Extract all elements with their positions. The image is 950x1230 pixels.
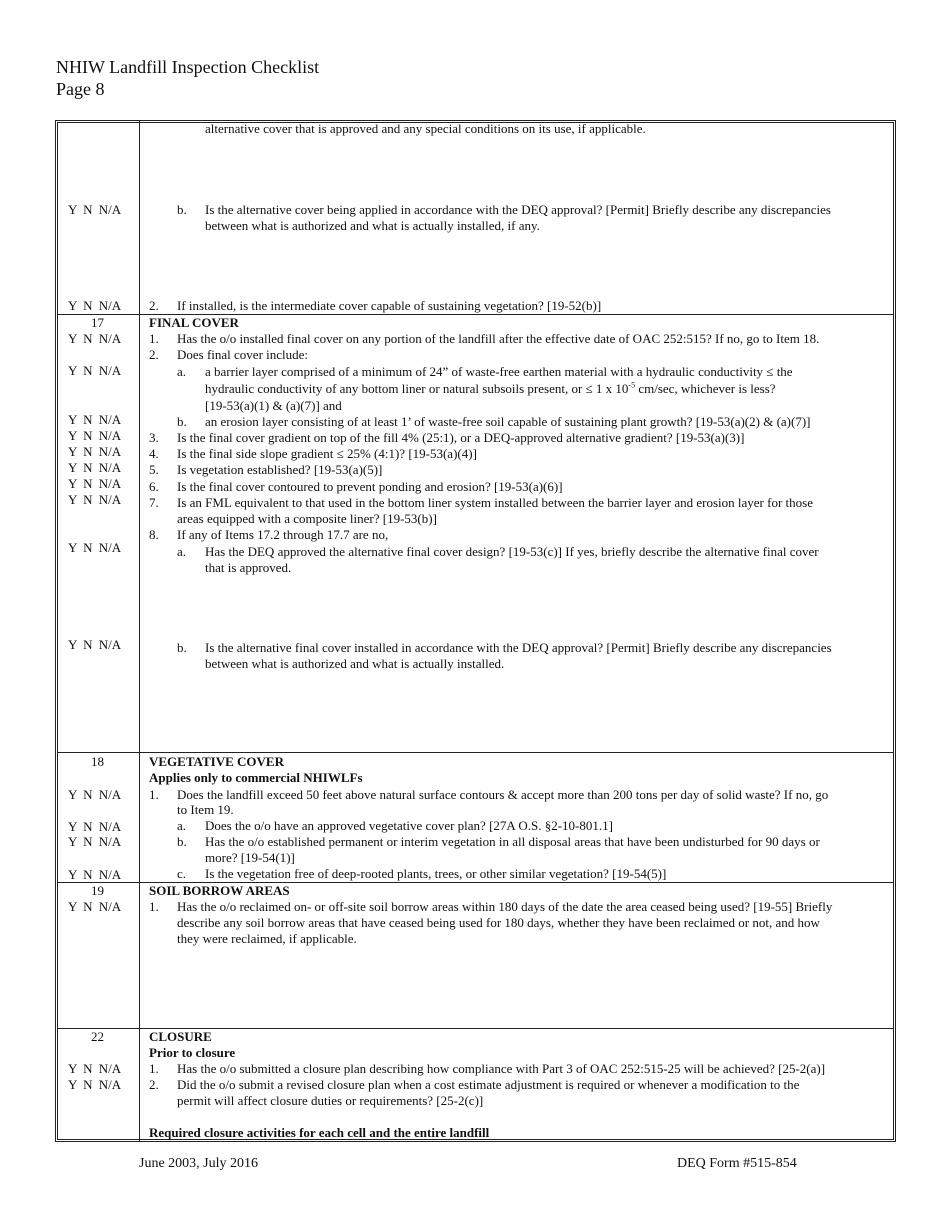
section-heading: VEGETATIVE COVER bbox=[149, 754, 284, 769]
item-text: Is the final cover contoured to prevent ponding and erosion? [19-53(a)(6)] bbox=[177, 479, 563, 494]
item-marker: 1. bbox=[149, 787, 159, 802]
yn-checkbox[interactable]: Y N N/A bbox=[68, 444, 122, 459]
item-text: that is approved. bbox=[205, 560, 292, 575]
item-text: Does the landfill exceed 50 feet above natural surface contours & accept more than 200 tons per day of solid waste? If no, go bbox=[177, 787, 829, 802]
item-marker: 3. bbox=[149, 430, 159, 445]
section-heading: CLOSURE bbox=[149, 1029, 212, 1044]
yn-checkbox[interactable]: Y N N/A bbox=[68, 460, 122, 475]
yn-checkbox[interactable]: Y N N/A bbox=[68, 331, 122, 346]
yn-checkbox[interactable]: Y N N/A bbox=[68, 298, 122, 313]
item-text: Is the final cover gradient on top of the fill 4% (25:1), or a DEQ-approved alternative gradient? [19-53(a)(3)] bbox=[177, 430, 745, 445]
item-text: Does final cover include: bbox=[177, 347, 309, 362]
item-marker: 4. bbox=[149, 446, 159, 461]
section-number: 17 bbox=[91, 315, 104, 330]
item-marker: 8. bbox=[149, 527, 159, 542]
item-text: If installed, is the intermediate cover capable of sustaining vegetation? [19-52(b)] bbox=[177, 298, 602, 313]
yn-checkbox[interactable]: Y N N/A bbox=[68, 834, 122, 849]
item-text: describe any soil borrow areas that have ceased being used for 180 days, whether they have been reclaimed or not, and how bbox=[177, 915, 820, 930]
yn-checkbox[interactable]: Y N N/A bbox=[68, 412, 122, 427]
item-text: they were reclaimed, if applicable. bbox=[177, 931, 357, 946]
item-marker: a. bbox=[177, 818, 187, 833]
item-text: to Item 19. bbox=[177, 802, 234, 817]
footer-date: June 2003, July 2016 bbox=[139, 1156, 258, 1171]
yn-checkbox[interactable]: Y N N/A bbox=[68, 202, 122, 217]
item-text: between what is authorized and what is actually installed, if any. bbox=[205, 218, 540, 233]
item-marker: b. bbox=[177, 834, 187, 849]
item-marker: c. bbox=[177, 866, 187, 881]
item-marker: 1. bbox=[149, 899, 159, 914]
yn-checkbox[interactable]: Y N N/A bbox=[68, 637, 122, 652]
item-marker: 1. bbox=[149, 1061, 159, 1076]
item-marker: b. bbox=[177, 640, 187, 655]
item-marker: b. bbox=[177, 414, 187, 429]
item-text: Has the o/o established permanent or interim vegetation in all disposal areas that have been undisturbed for 90 days or bbox=[205, 834, 820, 849]
item-text: Is the vegetation free of deep-rooted plants, trees, or other similar vegetation? [19-54(5)] bbox=[205, 866, 667, 881]
section-number: 18 bbox=[91, 754, 104, 769]
item-text: a barrier layer comprised of a minimum of 24” of waste-free earthen material with a hydraulic conductivity ≤ the bbox=[205, 364, 793, 379]
yn-checkbox[interactable]: Y N N/A bbox=[68, 476, 122, 491]
section-subheading: Applies only to commercial NHIWLFs bbox=[149, 770, 363, 785]
footer-form-number: DEQ Form #515-854 bbox=[677, 1156, 797, 1171]
column-divider bbox=[139, 120, 140, 1142]
item-text: hydraulic conductivity of any bottom liner or natural subsoils present, or ≤ 1 x $10^{-5}$ cm/sec, whichever is less? bbox=[205, 380, 776, 396]
item-text: Has the o/o installed final cover on any portion of the landfill after the effective date of OAC 252:515? If no, go to Item 18. bbox=[177, 331, 820, 346]
item-text: Does the o/o have an approved vegetative cover plan? [27A O.S. §2-10-801.1] bbox=[205, 818, 613, 833]
section-number: 22 bbox=[91, 1029, 104, 1044]
item-text: areas equipped with a composite liner? [19-53(b)] bbox=[177, 511, 437, 526]
section-heading: FINAL COVER bbox=[149, 315, 239, 330]
yn-checkbox[interactable]: Y N N/A bbox=[68, 492, 122, 507]
section-subheading: Prior to closure bbox=[149, 1045, 236, 1060]
page-title: NHIW Landfill Inspection Checklist bbox=[56, 57, 320, 77]
item-text: Has the o/o submitted a closure plan describing how compliance with Part 3 of OAC 252:515-25 will be achieved? [25-2(a)] bbox=[177, 1061, 826, 1076]
item-text: alternative cover that is approved and any special conditions on its use, if applicable. bbox=[205, 121, 646, 136]
item-text: between what is authorized and what is actually installed. bbox=[205, 656, 505, 671]
yn-checkbox[interactable]: Y N N/A bbox=[68, 540, 122, 555]
item-text: Is the final side slope gradient ≤ 25% (4:1)? [19-53(a)(4)] bbox=[177, 446, 477, 461]
item-text: Is the alternative cover being applied in accordance with the DEQ approval? [Permit] Briefly describe any discrepancies bbox=[205, 202, 831, 217]
yn-checkbox[interactable]: Y N N/A bbox=[68, 787, 122, 802]
item-text: Did the o/o submit a revised closure plan when a cost estimate adjustment is required or whenever a modification to the bbox=[177, 1077, 800, 1092]
item-text: If any of Items 17.2 through 17.7 are no, bbox=[177, 527, 389, 542]
item-marker: 1. bbox=[149, 331, 159, 346]
section-number: 19 bbox=[91, 883, 104, 898]
section-heading: SOIL BORROW AREAS bbox=[149, 883, 290, 898]
row-divider bbox=[57, 752, 894, 753]
item-text: permit will affect closure duties or requirements? [25-2(c)] bbox=[177, 1093, 484, 1108]
item-marker: a. bbox=[177, 364, 187, 379]
yn-checkbox[interactable]: Y N N/A bbox=[68, 819, 122, 834]
item-marker: 5. bbox=[149, 462, 159, 477]
item-marker: 6. bbox=[149, 479, 159, 494]
item-text: an erosion layer consisting of at least 1’ of waste-free soil capable of sustaining plant growth? [19-53(a)(2) & (a)(7)] bbox=[205, 414, 811, 429]
section-subheading: Required closure activities for each cell and the entire landfill bbox=[149, 1125, 490, 1140]
item-text: Is an FML equivalent to that used in the bottom liner system installed between the barrier layer and erosion layer for those bbox=[177, 495, 813, 510]
item-marker: a. bbox=[177, 544, 187, 559]
item-text: [19-53(a)(1) & (a)(7)] and bbox=[205, 398, 342, 413]
checklist-table bbox=[55, 120, 896, 1142]
item-text: more? [19-54(1)] bbox=[205, 850, 295, 865]
page-number: Page 8 bbox=[56, 79, 105, 99]
item-text: Has the o/o reclaimed on- or off-site soil borrow areas within 180 days of the date the area ceased being used? [19-55] Briefly bbox=[177, 899, 833, 914]
item-text: Is vegetation established? [19-53(a)(5)] bbox=[177, 462, 383, 477]
item-marker: 2. bbox=[149, 347, 159, 362]
item-marker: 2. bbox=[149, 298, 159, 313]
item-marker: 2. bbox=[149, 1077, 159, 1092]
item-marker: 7. bbox=[149, 495, 159, 510]
item-text: Has the DEQ approved the alternative final cover design? [19-53(c)] If yes, briefly describe the alternative final cover bbox=[205, 544, 819, 559]
item-marker: b. bbox=[177, 202, 187, 217]
yn-checkbox[interactable]: Y N N/A bbox=[68, 428, 122, 443]
yn-checkbox[interactable]: Y N N/A bbox=[68, 867, 122, 882]
yn-checkbox[interactable]: Y N N/A bbox=[68, 899, 122, 914]
yn-checkbox[interactable]: Y N N/A bbox=[68, 1077, 122, 1092]
yn-checkbox[interactable]: Y N N/A bbox=[68, 363, 122, 378]
item-text: Is the alternative final cover installed in accordance with the DEQ approval? [Permit] Briefly describe any discrepancies bbox=[205, 640, 832, 655]
yn-checkbox[interactable]: Y N N/A bbox=[68, 1061, 122, 1076]
